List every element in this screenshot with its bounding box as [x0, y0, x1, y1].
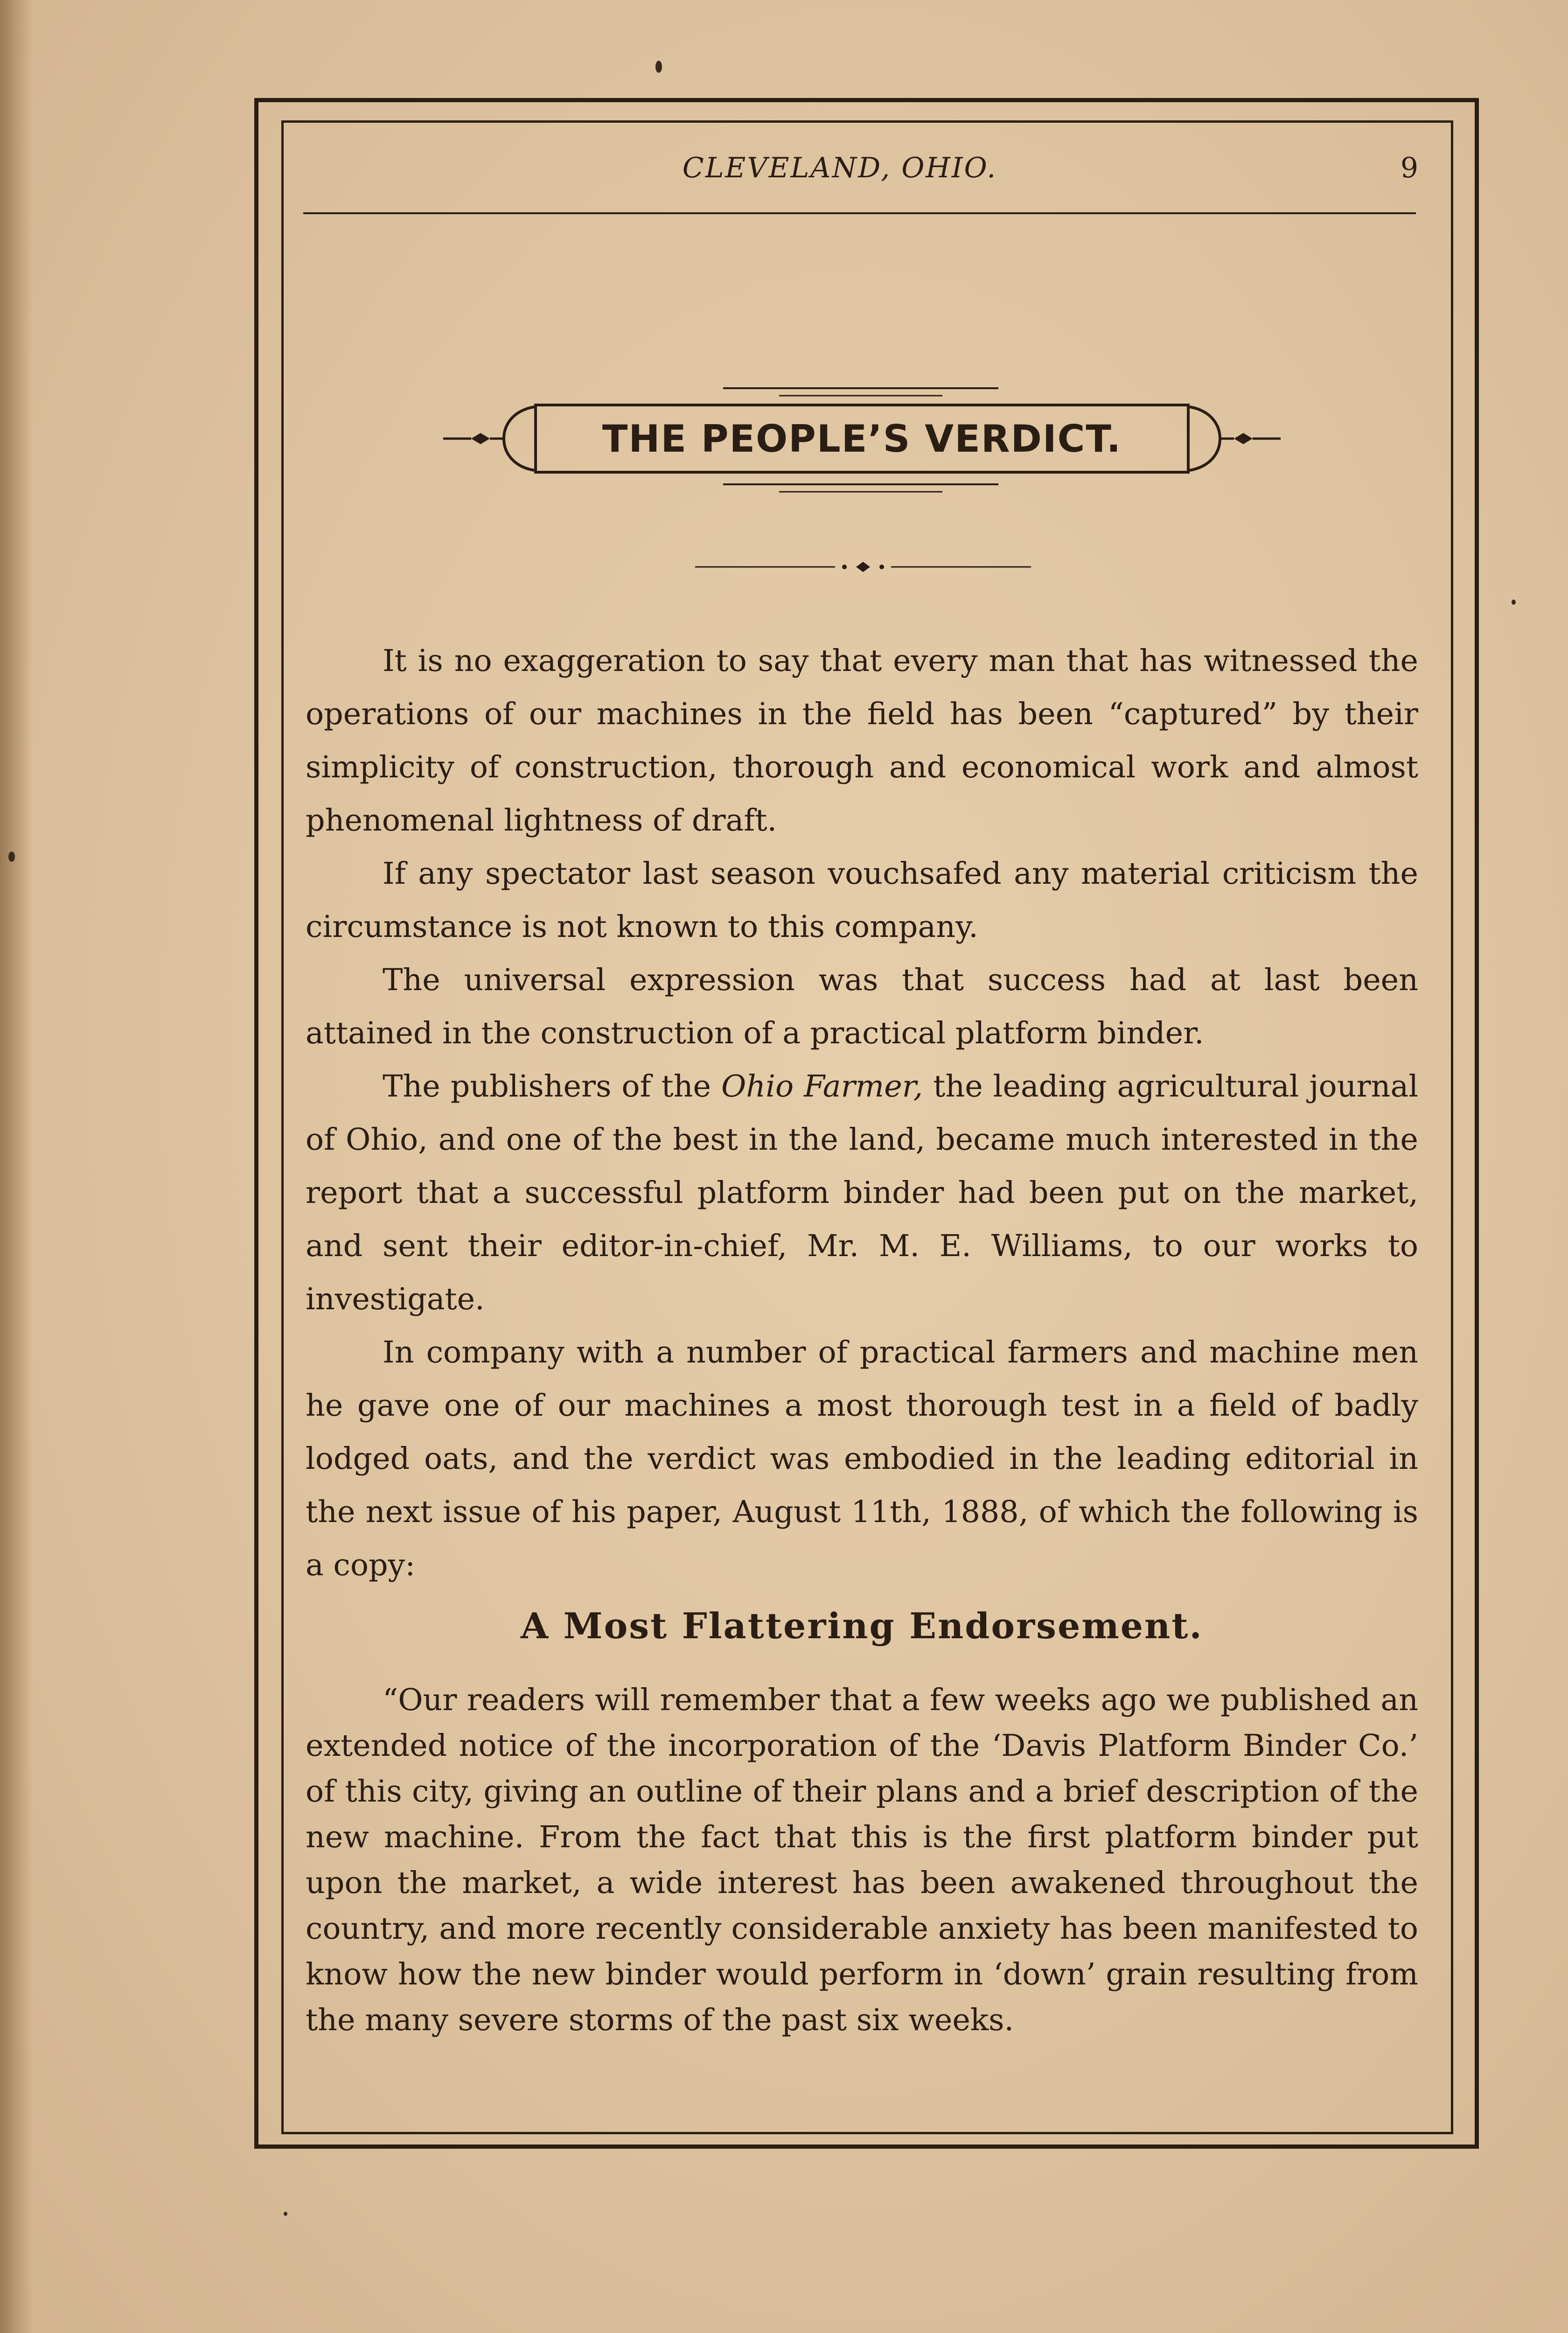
body-text: [306, 635, 1418, 1592]
quoted-editorial: [306, 1677, 1418, 2043]
section-title-block: [443, 383, 1283, 504]
ink-speck: [8, 852, 15, 862]
paragraph: [306, 1060, 1418, 1326]
paragraph-text: the leading agricultural journal of Ohio, and one of the best in the land, became much interested in the report that a successful platform binder had been put on the market, and sent their editor-in-chief, Mr. M. E. Williams, to our works to investigate.: [306, 1069, 1418, 1317]
header-rule: [303, 212, 1416, 214]
book-spine-shadow: [0, 0, 33, 2333]
page-number: 9: [1400, 152, 1418, 184]
paragraph: The universal expression was that success had at last been attained in the construction of a practical platform binder.: [306, 963, 1418, 1051]
paragraph: In company with a number of practical farmers and machine men he gave one of our machines a most thorough test in a field of badly lodged oats, and the verdict was embodied in the leading editorial in the next issue of his paper, August 11th, 1888, of which the following is a copy:: [306, 1335, 1418, 1583]
ornamental-divider: [695, 558, 1031, 576]
quote-paragraph: “Our readers will remember that a few weeks ago we published an extended notice of the incorporation of the ‘Davis Platform Binder Co.’ of this city, giving an outline of their plans and a brief description of the new machine. From the fact that this is the first platform binder put upon the market, a wide interest has been awakened throughout the country, and more recently considerable anxiety has been manifested to know how the new binder would perform in ‘down’ grain resulting from the many severe storms of the past six weeks.: [306, 1683, 1418, 2038]
publication-title: Ohio Farmer,: [721, 1069, 923, 1104]
running-head: CLEVELAND, OHIO.: [682, 152, 997, 184]
ink-speck: [284, 2212, 287, 2216]
paragraph-text: The publishers of the: [383, 1069, 721, 1104]
paragraph: If any spectator last season vouchsafed any material criticism the circumstance is not known to this company.: [306, 856, 1418, 944]
title-frame: [534, 404, 1190, 474]
subheading: A Most Flattering Endorsement.: [521, 1605, 1203, 1647]
ink-speck: [655, 61, 662, 73]
paragraph: It is no exaggeration to say that every man that has witnessed the operations of our machines in the field has been “captured” by their simplicity of construction, thorough and economical work and almost phenomenal lightness of draft.: [306, 643, 1418, 838]
ink-speck: [1512, 600, 1516, 605]
section-title: THE PEOPLE’S VERDICT.: [602, 417, 1122, 461]
